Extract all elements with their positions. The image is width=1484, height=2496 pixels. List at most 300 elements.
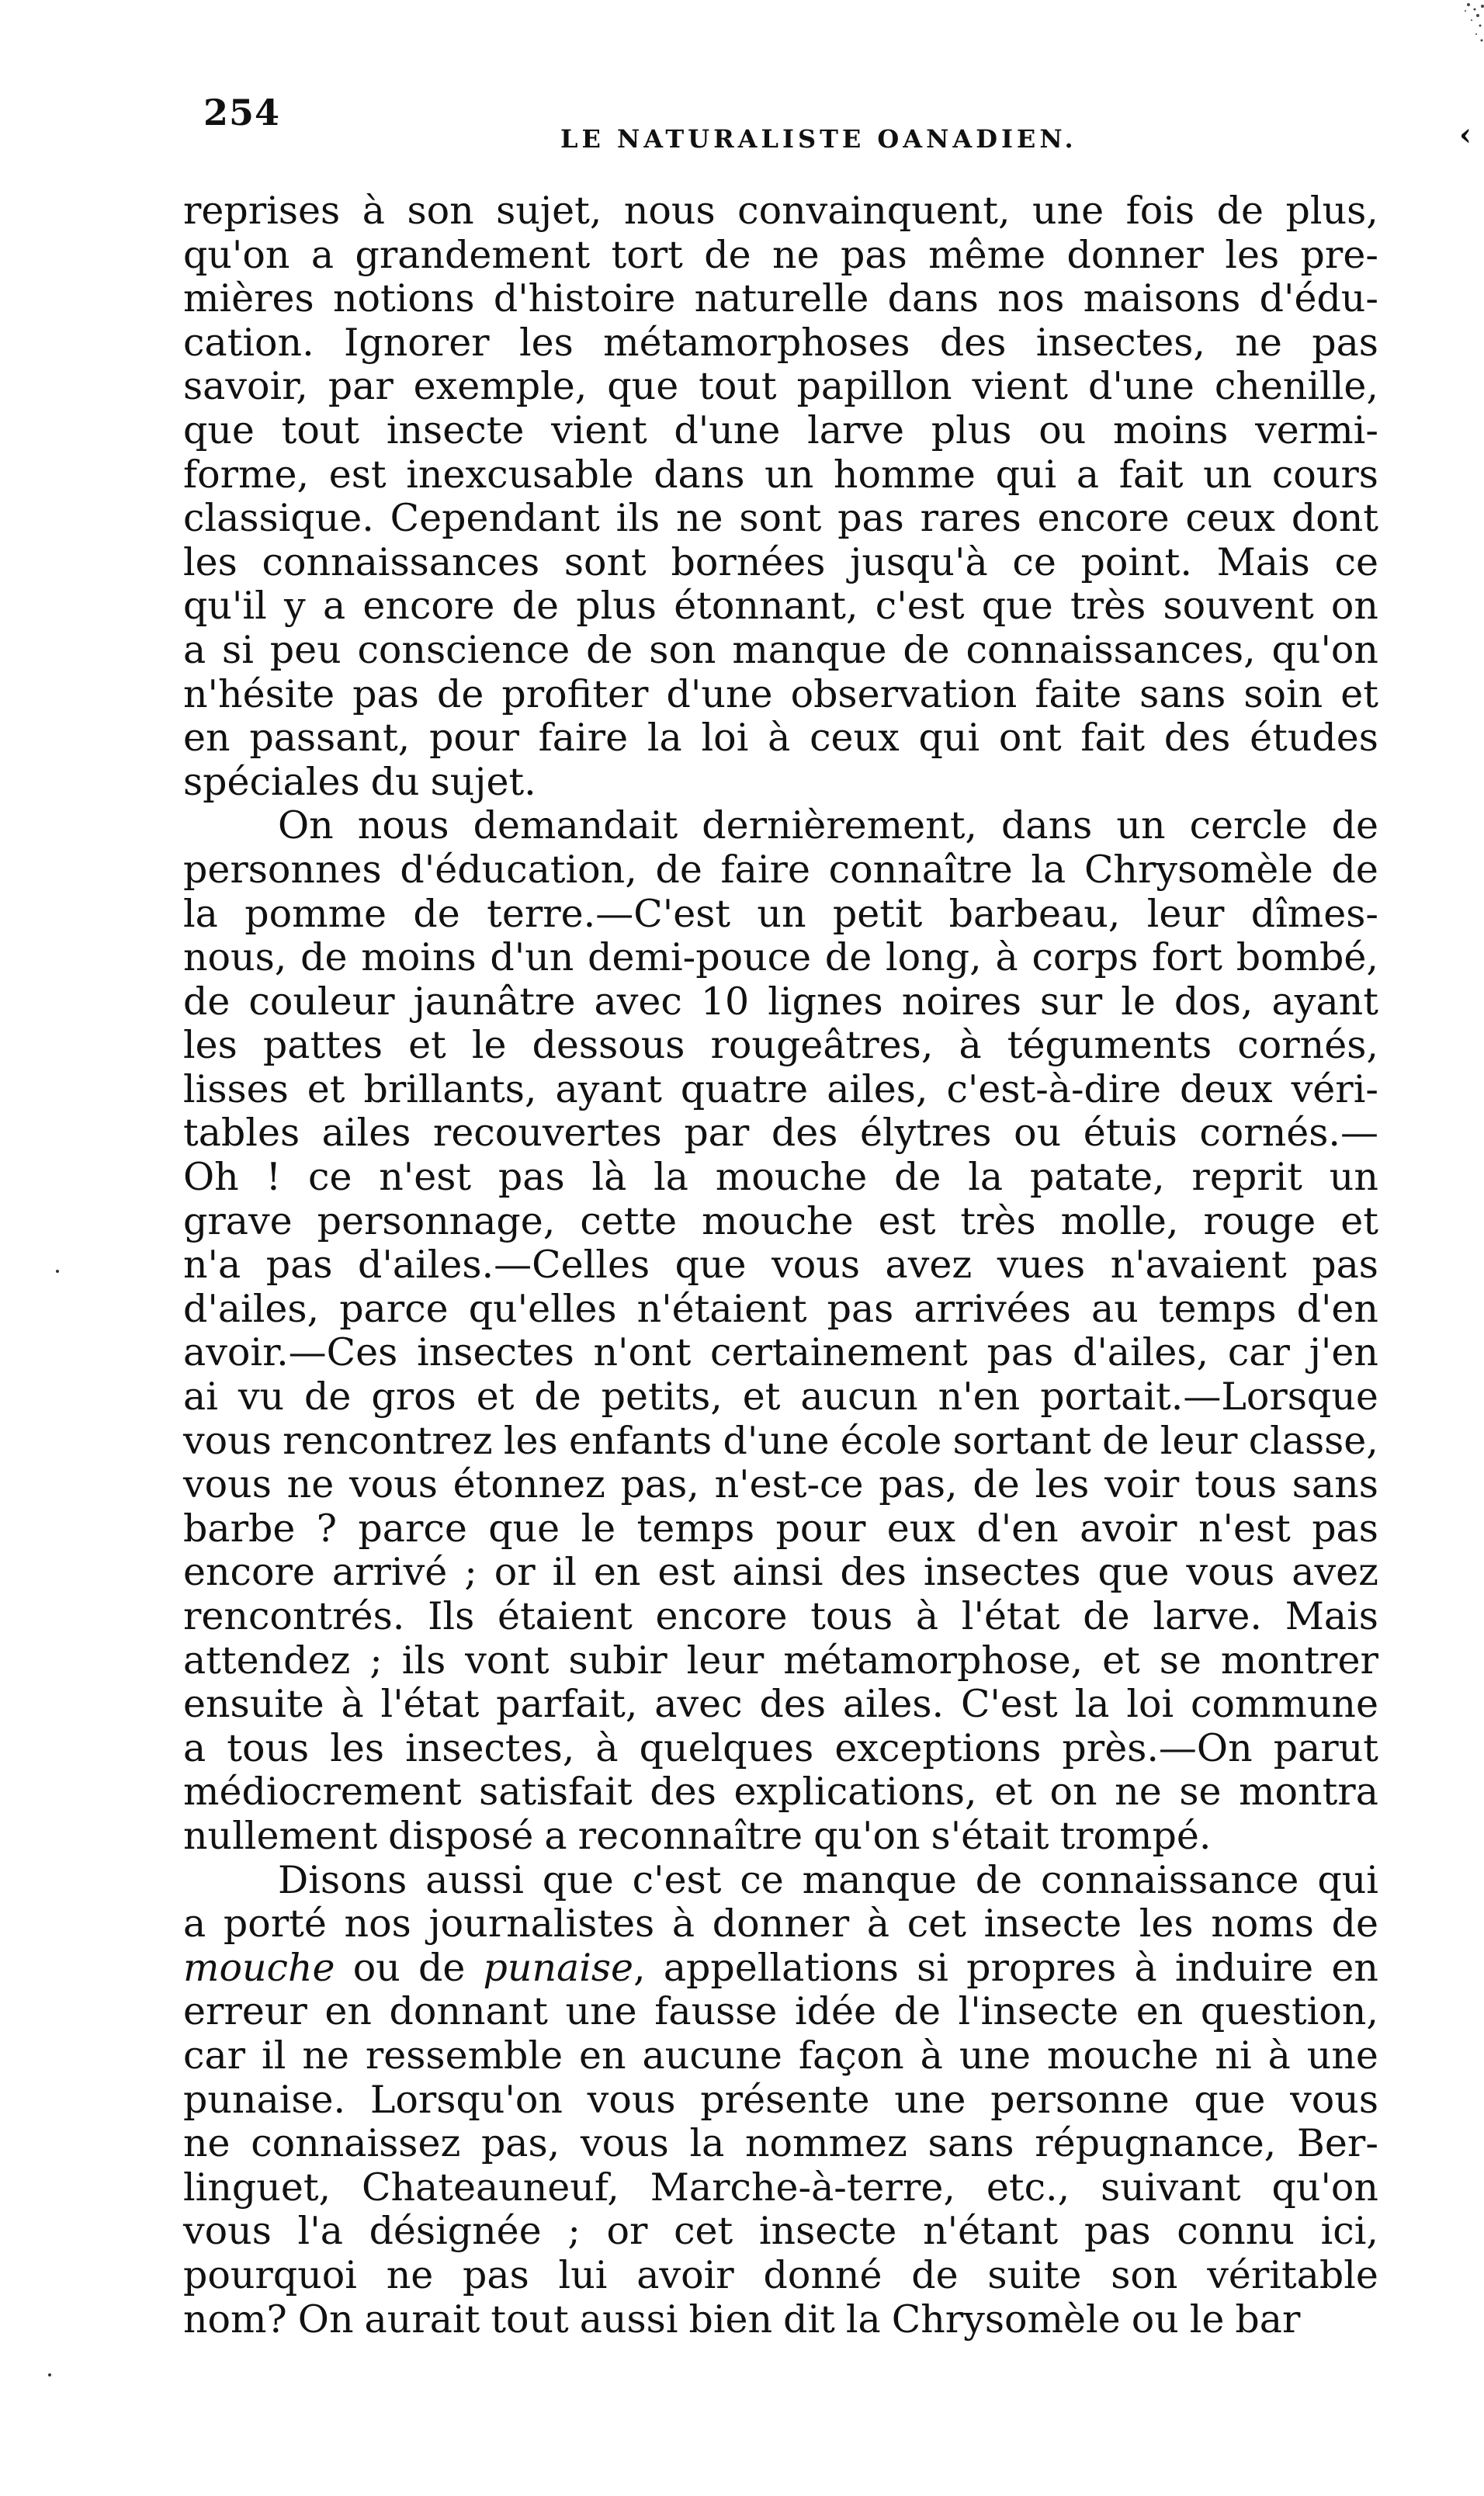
word: nullement — [183, 1813, 378, 1858]
word: tables — [183, 1111, 300, 1156]
word: de — [300, 935, 348, 980]
word: moins — [361, 935, 477, 980]
word: d'une — [1087, 364, 1194, 409]
word: ! — [265, 1155, 282, 1200]
word: ensuite — [183, 1682, 324, 1727]
word: vous — [1290, 2077, 1378, 2122]
word: ainsi — [732, 1550, 823, 1595]
word: enfants — [568, 1418, 713, 1463]
word: connu — [1177, 2209, 1295, 2254]
word: soin — [1243, 671, 1323, 716]
word: a — [183, 627, 206, 672]
word: plus — [931, 407, 1012, 452]
word: la — [968, 1155, 1004, 1200]
word: une — [959, 2033, 1031, 2078]
word: on — [1330, 584, 1378, 629]
word: spéciales — [183, 759, 360, 804]
word: aurait — [364, 2297, 480, 2342]
word: la — [845, 2297, 881, 2342]
word: parce — [339, 1286, 449, 1331]
word: des — [1163, 716, 1231, 761]
word: fort — [1152, 935, 1222, 980]
word: bar — [1235, 2297, 1301, 2342]
word: ne — [302, 2033, 349, 2078]
word: cette — [580, 1198, 678, 1243]
word: en — [324, 1989, 372, 2034]
word: d'une — [666, 671, 773, 716]
word: cercle — [1189, 803, 1308, 848]
word: à — [915, 1594, 939, 1638]
text-line — [183, 2034, 1378, 2078]
word: ce — [740, 1857, 784, 1902]
word: de — [534, 1375, 581, 1420]
word: études — [1250, 716, 1378, 761]
word: vont — [465, 1638, 550, 1683]
word: avoir — [636, 2252, 734, 2297]
word: vermi- — [1255, 407, 1378, 452]
word: parce — [358, 1506, 467, 1551]
word: cours — [1271, 452, 1378, 497]
word: les — [1035, 1462, 1090, 1507]
word: reprises — [183, 189, 341, 233]
word: n'est-ce — [714, 1462, 864, 1507]
text-line — [183, 541, 1378, 585]
word: de — [586, 627, 633, 672]
word: qu'il — [183, 584, 267, 629]
word: attendez — [183, 1638, 351, 1683]
word: point. — [1080, 539, 1192, 584]
word: de — [894, 1155, 941, 1200]
word: une — [1032, 189, 1104, 233]
word: un — [1203, 452, 1253, 497]
word: pas, — [620, 1462, 699, 1507]
word: ont — [998, 716, 1062, 761]
word: appellations — [663, 1945, 899, 1990]
word: pas, — [480, 2121, 560, 2166]
word: répugnance, — [1035, 2121, 1277, 2166]
word: lignes — [768, 979, 883, 1024]
word: n'hésite — [183, 671, 335, 716]
text-line — [183, 629, 1378, 673]
text-line — [183, 1947, 1378, 1991]
word: homme — [833, 452, 976, 497]
word: d'une — [723, 1418, 830, 1463]
word: papillon — [796, 364, 952, 409]
word: barbe — [183, 1506, 296, 1551]
word: ils — [401, 1638, 446, 1683]
word: les — [1139, 1901, 1194, 1947]
word: insectes, — [405, 1725, 575, 1770]
word: conscience — [357, 627, 570, 672]
word: induire — [1174, 1945, 1314, 1990]
word: de — [1216, 189, 1264, 233]
word: que — [981, 584, 1053, 629]
word: les — [183, 539, 238, 584]
word: n'ont — [593, 1330, 692, 1375]
word: ai — [183, 1375, 218, 1420]
word: peu — [269, 627, 342, 672]
word: de — [304, 1375, 352, 1420]
word: idée — [794, 1989, 877, 2034]
word: nom? — [183, 2297, 287, 2342]
word: métamorphoses — [603, 320, 910, 365]
word: a — [544, 1813, 567, 1858]
word: ils — [615, 496, 661, 541]
scan-speck — [48, 2373, 51, 2376]
word: noires — [901, 979, 1022, 1024]
word: une — [894, 2077, 966, 2122]
text-line — [183, 1639, 1378, 1683]
word: bornées — [671, 539, 826, 584]
word: a — [322, 584, 346, 629]
word: montrer — [1220, 1638, 1378, 1683]
word: connaissez — [251, 2121, 461, 2166]
word: de — [973, 1462, 1020, 1507]
word: la — [647, 716, 682, 761]
word: à — [995, 935, 1018, 980]
word: Chrysomèle — [1084, 847, 1313, 892]
text-line — [183, 1331, 1378, 1375]
word: sont — [739, 496, 822, 541]
running-head: LE NATURALISTE OANADIEN. — [560, 124, 1077, 154]
word: que — [607, 364, 679, 409]
word: demandait — [473, 803, 678, 848]
word: erreur — [183, 1989, 307, 2034]
word: les — [330, 1725, 385, 1770]
word: le — [581, 1506, 616, 1551]
word: sur — [1040, 979, 1103, 1024]
word: connaissance — [1040, 1857, 1299, 1902]
word: vous — [183, 2209, 272, 2254]
text-line — [183, 1683, 1378, 1727]
word: nous — [357, 803, 449, 848]
word: c'est-à-dire — [946, 1066, 1162, 1111]
word: pre- — [1300, 232, 1378, 277]
word: que — [183, 407, 255, 452]
word: en — [579, 2033, 626, 2078]
word: or — [494, 1550, 536, 1595]
word: pas — [463, 2252, 529, 2297]
word: de — [1083, 1594, 1130, 1638]
word: que — [542, 1857, 614, 1902]
word: leur — [686, 1638, 765, 1683]
word: long, — [886, 935, 982, 980]
word: dîmes- — [1250, 891, 1378, 936]
word: la — [1074, 1682, 1110, 1727]
text-line — [183, 848, 1378, 893]
word: petits, — [601, 1375, 723, 1420]
word: propres — [966, 1945, 1117, 1990]
word: cornés, — [1237, 1023, 1378, 1068]
word: pas — [841, 232, 907, 277]
word: de — [418, 1945, 466, 1990]
word: un — [757, 891, 806, 936]
word: se — [1179, 1770, 1222, 1815]
page-header — [203, 92, 1399, 154]
word: à — [866, 1901, 890, 1947]
word: ici, — [1320, 2209, 1378, 2254]
word: maisons — [1083, 276, 1241, 321]
word: punaise, — [483, 1945, 646, 1990]
word: de — [183, 979, 231, 1024]
word: bombé, — [1236, 935, 1378, 980]
word: d'ailes.—Celles — [358, 1243, 650, 1288]
word: aussi — [579, 2297, 678, 2342]
word: d'édu- — [1259, 276, 1378, 321]
word: plus — [576, 584, 657, 629]
word: question, — [1200, 1989, 1378, 2034]
word: avez — [885, 1243, 973, 1288]
word: très — [1070, 584, 1146, 629]
word: pomme — [244, 891, 387, 936]
word: leur — [1146, 891, 1225, 936]
word: encore — [655, 1594, 788, 1638]
word: d'ailes, — [183, 1286, 320, 1331]
word: connaître — [828, 847, 1013, 892]
word: la — [1031, 847, 1066, 892]
word: forme, — [183, 452, 310, 497]
word: de — [1102, 1418, 1149, 1463]
text-line — [183, 980, 1378, 1024]
word: donner — [712, 1901, 850, 1947]
word: ailes — [321, 1111, 411, 1156]
word: avez — [1292, 1550, 1378, 1595]
word: porté — [223, 1901, 327, 1947]
text-line — [183, 497, 1378, 541]
word: la — [654, 1155, 688, 1200]
text-line — [183, 2298, 1378, 2342]
word: son — [407, 189, 474, 233]
word: d'en — [976, 1506, 1059, 1551]
text-line — [183, 1551, 1378, 1595]
word: il — [552, 1550, 577, 1595]
word: à — [671, 1901, 695, 1947]
word: loi — [1126, 1682, 1174, 1727]
word: encore — [362, 584, 495, 629]
word: ceux — [810, 716, 900, 761]
word: mouche — [715, 1155, 868, 1200]
text-line — [183, 761, 1378, 805]
word: insectes — [417, 1330, 574, 1375]
word: vous — [348, 1462, 438, 1507]
word: de — [1331, 803, 1378, 848]
word: insecte — [983, 1901, 1122, 1947]
word: le — [1189, 2297, 1225, 2342]
word: ayant — [555, 1066, 662, 1111]
word: brillants, — [363, 1066, 537, 1111]
word: suivant — [1101, 2165, 1241, 2210]
word: disposé — [388, 1813, 534, 1858]
text-line — [183, 365, 1378, 409]
word: barbeau, — [948, 891, 1121, 936]
word: n'étaient — [636, 1286, 807, 1331]
word: Ils — [428, 1594, 475, 1638]
word: connaissances — [262, 539, 540, 584]
word: d'ailes, — [1072, 1330, 1209, 1375]
word: observation — [790, 671, 1018, 716]
word: faire — [720, 847, 810, 892]
word: jaunâtre — [413, 979, 576, 1024]
word: vient — [972, 364, 1069, 409]
word: médiocrement — [183, 1770, 462, 1815]
word: n'étant — [923, 2209, 1059, 2254]
text-line — [183, 1859, 1378, 1903]
word: deux — [1180, 1066, 1273, 1111]
word: ce — [1334, 539, 1378, 584]
word: vous — [183, 1462, 272, 1507]
word: vient — [551, 407, 647, 452]
word: Chrysomèle — [891, 2297, 1121, 2342]
word: mières — [183, 276, 314, 321]
word: tort — [611, 232, 683, 277]
word: école — [840, 1418, 942, 1463]
word: or — [606, 2209, 648, 2254]
word: terre.—C'est — [487, 891, 731, 936]
word: nous, — [183, 935, 287, 980]
word: à — [768, 716, 791, 761]
scan-speck — [56, 1270, 59, 1273]
word: pour — [775, 1506, 866, 1551]
word: encore — [1037, 496, 1170, 541]
word: classe, — [1248, 1418, 1378, 1463]
word: pas — [1312, 1506, 1378, 1551]
word: dans — [654, 452, 745, 497]
word: naturelle — [694, 276, 869, 321]
word: insectes, — [1035, 320, 1205, 365]
word: sans — [1139, 671, 1226, 716]
word: patate, — [1029, 1155, 1165, 1200]
word: petit — [832, 891, 923, 936]
word: tout — [281, 407, 360, 452]
word: n'a — [183, 1243, 241, 1288]
word: linguet, — [183, 2165, 331, 2210]
word: mouche — [1046, 2033, 1199, 2078]
word: dans — [887, 276, 979, 321]
word: et — [476, 1375, 515, 1420]
word: Marche-à-terre, — [650, 2165, 955, 2210]
text-line — [183, 234, 1378, 278]
word: personnage, — [317, 1198, 556, 1243]
word: vous — [771, 1243, 860, 1288]
word: de — [911, 2252, 959, 2297]
word: ailes, — [827, 1066, 928, 1111]
word: journalistes — [428, 1901, 655, 1947]
word: étonnez — [452, 1462, 605, 1507]
word: tout — [491, 2297, 569, 2342]
word: et — [307, 1066, 345, 1111]
word: par — [684, 1111, 750, 1156]
word: trompé. — [1059, 1813, 1212, 1858]
word: pas — [986, 1330, 1054, 1375]
word: leur — [1160, 1418, 1238, 1463]
word: et — [1340, 671, 1378, 716]
word: est — [878, 1198, 936, 1243]
word: Mais — [1216, 539, 1310, 584]
word: des — [759, 1682, 826, 1727]
word: le — [471, 1023, 507, 1068]
word: vues — [997, 1243, 1086, 1288]
word: Lorsqu'on — [369, 2077, 563, 2122]
word: faite — [1035, 671, 1122, 716]
word: de — [511, 584, 559, 629]
word: au — [1091, 1286, 1139, 1331]
word: à — [1267, 2033, 1291, 2078]
word: ne — [772, 232, 820, 277]
word: aucun — [800, 1375, 918, 1420]
word: dans — [1001, 803, 1093, 848]
word: notions — [332, 276, 475, 321]
word: faire — [538, 716, 629, 761]
word: larve. — [1153, 1594, 1262, 1638]
word: en — [1136, 1989, 1184, 2034]
word: ne — [286, 1462, 335, 1507]
word: et — [994, 1770, 1032, 1815]
word: un — [1116, 803, 1166, 848]
word: plus, — [1285, 189, 1378, 233]
text-line — [183, 1024, 1378, 1068]
word: la — [183, 891, 218, 936]
word: de — [1331, 1901, 1378, 1947]
word: tous — [1194, 1462, 1278, 1507]
word: que — [1097, 1550, 1170, 1595]
word: pourquoi — [183, 2252, 357, 2297]
word: quelques — [639, 1725, 814, 1770]
word: les — [183, 1023, 238, 1068]
word: cet — [907, 1901, 966, 1947]
word: arrivé — [331, 1550, 448, 1595]
word: ne — [183, 2121, 231, 2166]
word: n'en — [938, 1375, 1021, 1420]
word: c'est — [632, 1857, 722, 1902]
word: larve — [807, 407, 905, 452]
word: se — [1159, 1638, 1201, 1683]
word: passant, — [249, 716, 411, 761]
word: Ber- — [1296, 2121, 1378, 2166]
word: téguments — [1007, 1023, 1212, 1068]
word: connaissances, — [966, 627, 1256, 672]
word: rencontrez — [283, 1418, 493, 1463]
word: véritable — [1207, 2252, 1378, 2297]
word: nommez — [745, 2121, 907, 2166]
text-line — [183, 804, 1378, 848]
word: pas — [1312, 320, 1378, 365]
word: qu'on — [1271, 2165, 1378, 2210]
word: très — [960, 1198, 1036, 1243]
word: explications, — [733, 1770, 977, 1815]
word: d'éducation, — [400, 847, 637, 892]
word: ; — [369, 1638, 383, 1683]
text-line — [183, 1463, 1378, 1507]
word: aucune — [642, 2033, 782, 2078]
word: car — [1227, 1330, 1290, 1375]
word: Cependant — [390, 496, 600, 541]
word: sujet, — [496, 189, 602, 233]
word: temps — [1158, 1286, 1277, 1331]
word: qui — [995, 452, 1057, 497]
word: pattes — [262, 1023, 383, 1068]
word: véri- — [1291, 1066, 1378, 1111]
text-line — [183, 673, 1378, 717]
text-line — [183, 1288, 1378, 1332]
word: encore — [183, 1550, 315, 1595]
word: chenille, — [1214, 364, 1378, 409]
word: molle, — [1060, 1198, 1179, 1243]
word: d'un — [490, 935, 574, 980]
word: personnes — [183, 847, 382, 892]
word: couleur — [248, 979, 395, 1024]
text-line — [183, 893, 1378, 937]
word: avec — [654, 1682, 743, 1727]
